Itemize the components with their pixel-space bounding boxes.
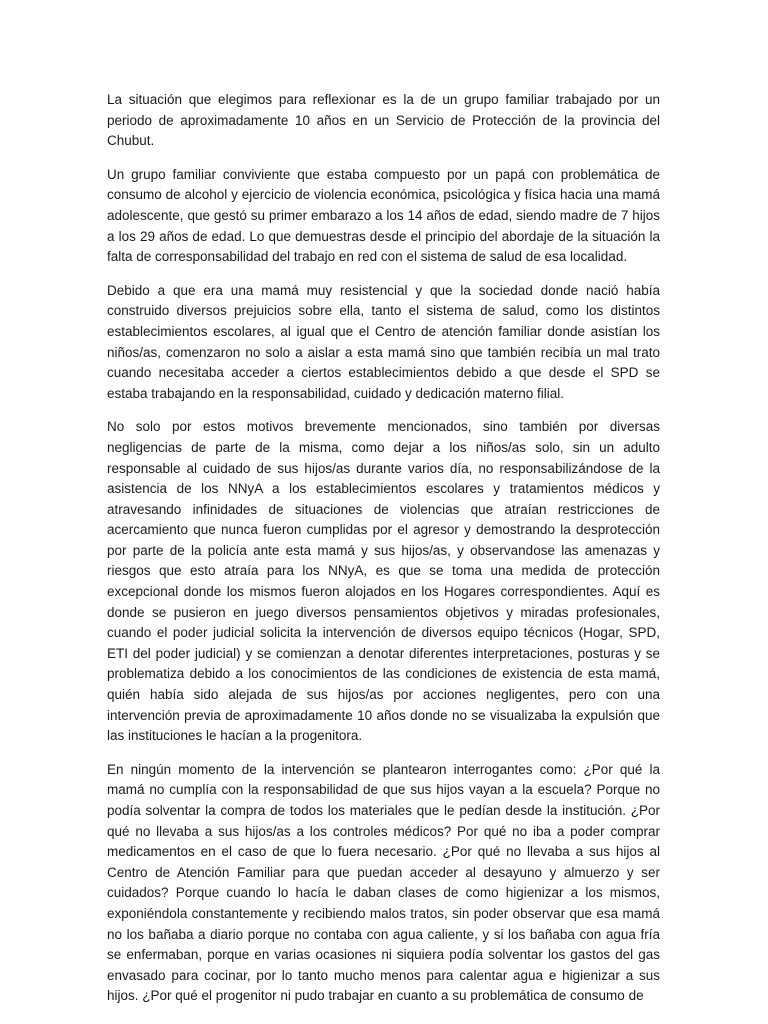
paragraph-3: Debido a que era una mamá muy resistencial y que la sociedad donde nació había construido diversos prejuicios sobre ella, tanto el sistema de salud, como los distintos establecimientos escolares, al igual que el Centro de atención familiar donde asistían los niños/as, comenzaron no solo a aislar a esta mamá sino que también recibía un mal trato cuando necesitaba acceder a ciertos establecimientos debido a que desde el SPD se estaba trabajando en la responsabilidad, cuidado y dedicación materno filial.	[107, 282, 660, 401]
paragraph-5: En ningún momento de la intervención se plantearon interrogantes como: ¿Por qué la mamá no cumplía con la responsabilidad de que sus hijos vayan a la escuela? Porque no podía solventar la compra de todos los materiales que le pedían desde la institución. ¿Por qué no llevaba a sus hijos/as a los controles médicos? Por qué no iba a poder comprar medicamentos en el caso de que lo fuera necesario. ¿Por qué no llevaba a sus hijos al Centro de Atención Familiar para que puedan acceder al desayuno y almuerzo y ser cuidados? Porque cuando lo hacía le daban clases de como higienizar a los mismos, exponiéndola constantemente y recibiendo malos tratos, sin poder observar que esa mamá no los bañaba a diario porque no contaba con agua caliente, y si los bañaba con agua fría se enfermaban, porque en varias ocasiones ni siquiera podía solventar los gastos del gas envasado para cocinar, por lo tanto mucho menos para calentar agua e higienizar a sus hijos. ¿Por qué el progenitor ni pudo trabajar en cuanto a su problemática de consumo de	[107, 761, 660, 1004]
paragraph-4: No solo por estos motivos brevemente mencionados, sino también por diversas negligencias de parte de la misma, como dejar a los niños/as solo, sin un adulto responsable al cuidado de sus hijos/as durante varios día, no responsabilizándose de la asistencia de los NNyA a los establecimientos escolares y tratamientos médicos y atravesando infinidades de situaciones de violencias que atraían restricciones de acercamiento que nunca fueron cumplidas por el agresor y demostrando la desprotección por parte de la policía ante esta mamá y sus hijos/as, y observandose las amenazas y riesgos que esto atraía para los NNyA, es que se toma una medida de protección excepcional donde los mismos fueron alojados en los Hogares correspondientes. Aquí es donde se pusieron en juego diversos pensamientos objetivos y miradas profesionales, cuando el poder judicial solicita la intervención de diversos equipo técnicos (Hogar, SPD, ETI del poder judicial) y se comienzan a denotar diferentes interpretaciones, posturas y se problematiza debido a los conocimientos de las condiciones de existencia de esta mamá, quién había sido alejada de sus hijos/as por acciones negligentes, pero con una intervención previa de aproximadamente 10 años donde no se visualizaba la expulsión que las instituciones le hacían a la progenitora.	[107, 419, 660, 744]
document-page	[107, 90, 660, 1020]
paragraph-2: Un grupo familiar conviviente que estaba compuesto por un papá con problemática de consumo de alcohol y ejercicio de violencia económica, psicológica y física hacia una mamá adolescente, que gestó su primer embarazo a los 14 años de edad, siendo madre de 7 hijos a los 29 años de edad. Lo que demuestras desde el principio del abordaje de la situación la falta de corresponsabilidad del trabajo en red con el sistema de salud de esa localidad.	[107, 166, 660, 265]
paragraph-1: La situación que elegimos para reflexionar es la de un grupo familiar trabajado por un periodo de aproximadamente 10 años en un Servicio de Protección de la provincia del Chubut.	[107, 92, 660, 149]
